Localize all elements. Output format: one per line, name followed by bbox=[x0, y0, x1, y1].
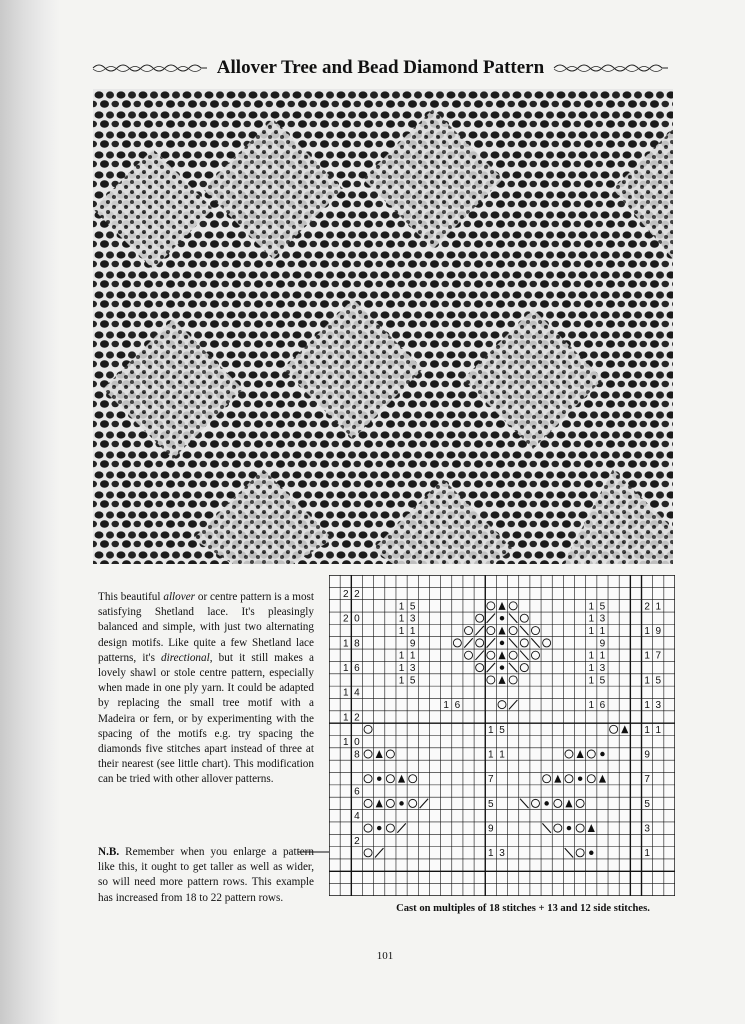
chart-row-number: 2 bbox=[354, 835, 360, 847]
chart-caption: Cast on multiples of 18 stitches + 13 and 12 side stitches. bbox=[396, 903, 650, 914]
chart-row-number: 2 bbox=[342, 588, 349, 600]
bead-symbol bbox=[567, 826, 571, 830]
chart-row-number: 1 bbox=[398, 663, 405, 675]
chart-row-number: 9 bbox=[488, 823, 494, 835]
chart-row-number: 7 bbox=[488, 774, 494, 786]
bead-symbol bbox=[600, 752, 604, 756]
chart-row-number: 6 bbox=[354, 786, 360, 798]
chart-row-number: 1 bbox=[342, 687, 349, 699]
chart-row-number: 5 bbox=[499, 724, 505, 736]
chart-row-number: 1 bbox=[655, 724, 662, 736]
chart-row-number: 9 bbox=[409, 638, 416, 650]
chart-row-number: 4 bbox=[354, 811, 360, 823]
chart-row-number: 7 bbox=[644, 774, 650, 786]
body-text-run: This beautiful bbox=[98, 591, 164, 603]
chart-row-number: 1 bbox=[599, 650, 606, 662]
chart-row-number: 1 bbox=[588, 613, 595, 625]
chart-row-number: 1 bbox=[398, 675, 405, 687]
knitting-chart bbox=[329, 575, 675, 896]
chart-row-number: 1 bbox=[588, 601, 595, 613]
chart-row-number: 3 bbox=[599, 613, 606, 625]
chart-row-number: 1 bbox=[644, 675, 650, 687]
bead-symbol bbox=[500, 665, 504, 669]
chart-row-number: 9 bbox=[599, 638, 606, 650]
title-row bbox=[88, 52, 673, 84]
chart-row-number: 5 bbox=[409, 601, 416, 613]
chart-row-number: 1 bbox=[588, 700, 595, 712]
chart-row-number: 1 bbox=[488, 724, 494, 736]
chart-row-number: 4 bbox=[354, 687, 360, 699]
chart-row-number: 5 bbox=[599, 675, 606, 687]
page-title: Allover Tree and Bead Diamond Pattern bbox=[216, 57, 545, 78]
chart-row-number: 1 bbox=[499, 749, 505, 761]
chart-row-number: 1 bbox=[398, 650, 405, 662]
chart-row-number: 1 bbox=[655, 601, 662, 613]
chart-row-number: 2 bbox=[342, 613, 349, 625]
chart-row-number: 7 bbox=[655, 650, 662, 662]
chart-row-number: 1 bbox=[588, 675, 595, 687]
chart-row-number: 5 bbox=[655, 675, 662, 687]
chart-row-number: 1 bbox=[644, 650, 650, 662]
chart-row-number: 1 bbox=[644, 848, 650, 860]
lace-photo bbox=[93, 89, 673, 564]
chart-row-number: 1 bbox=[443, 700, 449, 712]
bead-symbol bbox=[399, 801, 403, 805]
chart-row-number: 1 bbox=[409, 626, 416, 638]
chart-row-number: 9 bbox=[644, 749, 650, 761]
chart-row-number: 3 bbox=[655, 700, 662, 712]
chart-row-number: 6 bbox=[454, 700, 461, 712]
lace-texture bbox=[93, 89, 673, 564]
chart-row-number: 5 bbox=[644, 798, 650, 810]
chart-row-number: 1 bbox=[342, 737, 349, 749]
chart-row-number: 1 bbox=[488, 749, 494, 761]
chart-row-number: 1 bbox=[644, 724, 650, 736]
chart-row-number: 1 bbox=[644, 626, 650, 638]
description-paragraph bbox=[98, 590, 314, 788]
chart-row-number: 3 bbox=[644, 823, 650, 835]
bead-symbol bbox=[500, 616, 504, 620]
chart-row-number: 1 bbox=[398, 626, 405, 638]
chart-row-number: 1 bbox=[588, 626, 595, 638]
book-page bbox=[40, 0, 745, 1024]
bead-symbol bbox=[377, 776, 381, 780]
chart-row-number: 0 bbox=[354, 613, 360, 625]
chart-row-number: 1 bbox=[342, 663, 349, 675]
bead-symbol bbox=[544, 801, 548, 805]
chart-row-number: 8 bbox=[354, 638, 360, 650]
page-number: 101 bbox=[376, 950, 394, 962]
bead-symbol bbox=[500, 641, 504, 645]
chart-row-number: 1 bbox=[409, 650, 416, 662]
chart-row-number: 1 bbox=[342, 638, 349, 650]
emphasis-text: directional bbox=[161, 651, 210, 664]
chart-row-number: 3 bbox=[409, 613, 416, 625]
nb-label: N.B. bbox=[98, 846, 120, 858]
bead-symbol bbox=[589, 851, 593, 855]
chart-row-number: 2 bbox=[354, 588, 360, 600]
chart-row-number: 8 bbox=[354, 749, 360, 761]
chart-row-number: 1 bbox=[398, 613, 405, 625]
emphasis-text: allover bbox=[163, 591, 196, 603]
bead-symbol bbox=[578, 776, 582, 780]
chart-row-number: 1 bbox=[398, 601, 405, 613]
bead-symbol bbox=[377, 826, 381, 830]
body-text-run: or centre pattern is a most satisfying Shetland lace. It's pleasingly balanced and simple, with just two alternating design motifs. Like quite a few Shetland lace patterns, it's bbox=[98, 591, 314, 664]
left-ornament-icon bbox=[91, 62, 209, 74]
chart-row-number: 2 bbox=[354, 712, 360, 724]
chart-row-number: 3 bbox=[599, 663, 606, 675]
chart-row-number: 5 bbox=[409, 675, 416, 687]
chart-row-number: 1 bbox=[488, 848, 494, 860]
chart-row-number: 5 bbox=[488, 798, 494, 810]
chart-row-number: 1 bbox=[644, 700, 650, 712]
right-ornament-icon bbox=[552, 62, 670, 74]
chart-row-number: 1 bbox=[588, 663, 595, 675]
chart-row-number: 3 bbox=[409, 663, 416, 675]
chart-row-number: 0 bbox=[354, 737, 360, 749]
chart-row-number: 1 bbox=[342, 712, 349, 724]
chart-row-number: 1 bbox=[588, 650, 595, 662]
chart-row-number: 5 bbox=[599, 601, 606, 613]
chart-row-number: 1 bbox=[599, 626, 606, 638]
body-text-run: , but it still makes a lovely shawl or stole centre pattern, especially when made in one ply yarn. It could be adapted by replacing the small tree motif with a Madeira or fern, or by experimenting with the spacing of the motifs e.g. try spacing the diamonds five stitches apart instead of three at their nearest (see little chart). This modification can be tried with other allover patterns. bbox=[98, 651, 314, 786]
chart-row-number: 9 bbox=[655, 626, 662, 638]
chart-row-number: 2 bbox=[644, 601, 650, 613]
nb-note bbox=[98, 845, 314, 906]
nb-body: Remember when you enlarge a pattern like this, it ought to get taller as well as wider, so will need more pattern rows. This example has increased from 18 to 22 pattern rows. bbox=[98, 846, 315, 904]
chart-row-number: 6 bbox=[599, 700, 606, 712]
chart-row-number: 6 bbox=[354, 663, 360, 675]
chart-row-number: 3 bbox=[499, 848, 505, 860]
